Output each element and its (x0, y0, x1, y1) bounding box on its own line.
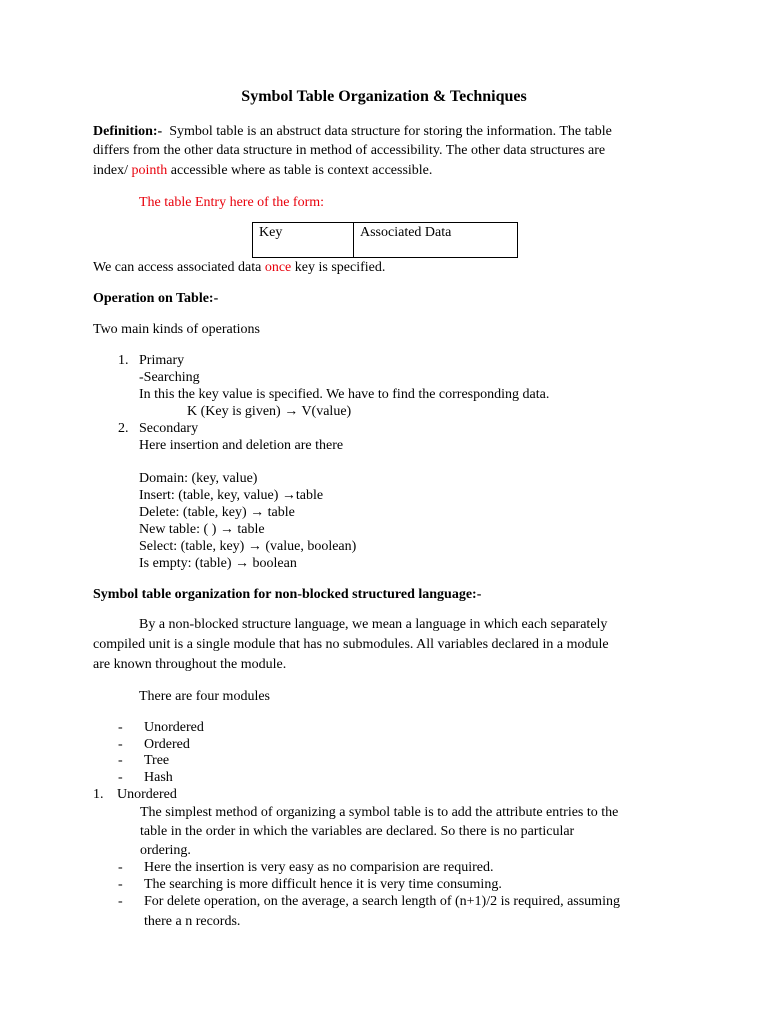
definition-line-1 (93, 123, 612, 140)
primary-label: Primary (139, 353, 185, 368)
secondary-desc: Here insertion and deletion are there (139, 438, 344, 453)
operation-is-empty: Is empty: (table) → boolean (139, 556, 297, 571)
module-item-ordered: Ordered (144, 737, 190, 752)
list-dash: - (118, 720, 123, 735)
unordered-line-1: The simplest method of organizing a symbol table is to add the attribute entries to the (140, 805, 619, 820)
unordered-point-1: Here the insertion is very easy as no comparision are required. (144, 860, 494, 875)
secondary-number: 2. (118, 421, 129, 436)
table-entry-data-cell: Associated Data (354, 223, 518, 258)
unordered-point-2: The searching is more difficult hence it is very time consuming. (144, 877, 502, 892)
list-dash: - (118, 894, 123, 909)
unordered-label: Unordered (117, 787, 177, 802)
definition-text-3b: accessible where as table is context accessible. (167, 163, 433, 178)
secondary-label: Secondary (139, 421, 199, 436)
primary-desc: In this the key value is specified. We have to find the corresponding data. (139, 387, 550, 402)
list-dash: - (118, 770, 123, 785)
table-entry-caption: The table Entry here of the form: (139, 195, 325, 210)
two-kinds-text: Two main kinds of operations (93, 322, 260, 337)
operation-select: Select: (table, key) → (value, boolean) (139, 539, 357, 554)
definition-line-2: differs from the other data structure in method of accessibility. The other data structures are (93, 143, 606, 158)
nonblocked-heading: Symbol table organization for non-blocked structured language:- (93, 587, 482, 602)
operation-insert: Insert: (table, key, value) →table (139, 488, 324, 503)
operation-heading: Operation on Table:- (93, 291, 219, 306)
operation-domain: Domain: (key, value) (139, 471, 258, 486)
table-entry-form (252, 222, 518, 258)
primary-mapping: K (Key is given) → V(value) (187, 404, 352, 419)
access-text-b: key is specified. (291, 260, 386, 275)
unordered-line-3: ordering. (140, 843, 191, 858)
highlighted-word-pointh: pointh (131, 163, 168, 178)
list-dash: - (118, 753, 123, 768)
definition-text-1: Symbol table is an abstruct data structure for storing the information. The table (169, 124, 612, 139)
nonblocked-line-1: By a non-blocked structure language, we mean a language in which each separately (139, 617, 608, 632)
module-item-hash: Hash (144, 770, 173, 785)
definition-label: Definition:- (93, 124, 163, 139)
nonblocked-line-3: are known throughout the module. (93, 657, 287, 672)
unordered-number: 1. (93, 787, 104, 802)
unordered-line-2: table in the order in which the variables are declared. So there is no particular (140, 824, 575, 839)
primary-sub: -Searching (139, 370, 200, 385)
operation-delete: Delete: (table, key) → table (139, 505, 295, 520)
list-dash: - (118, 737, 123, 752)
list-dash: - (118, 877, 123, 892)
module-item-unordered: Unordered (144, 720, 204, 735)
table-entry-key-cell: Key (253, 223, 354, 258)
operation-new-table: New table: ( ) → table (139, 522, 265, 537)
access-sentence (93, 259, 385, 276)
unordered-point-3: For delete operation, on the average, a search length of (n+1)/2 is required, assuming (144, 894, 620, 909)
four-modules-text: There are four modules (139, 689, 270, 704)
highlighted-word-once: once (264, 260, 292, 275)
unordered-point-3-cont: there a n records. (144, 914, 241, 929)
primary-number: 1. (118, 353, 129, 368)
nonblocked-line-2: compiled unit is a single module that has no submodules. All variables declared in a module (93, 637, 609, 652)
list-dash: - (118, 860, 123, 875)
definition-text-3a: index/ (93, 163, 132, 178)
access-text-a: We can access associated data (93, 260, 265, 275)
module-item-tree: Tree (144, 753, 170, 768)
page-title: Symbol Table Organization & Techniques (241, 88, 527, 105)
definition-line-3 (93, 162, 432, 179)
